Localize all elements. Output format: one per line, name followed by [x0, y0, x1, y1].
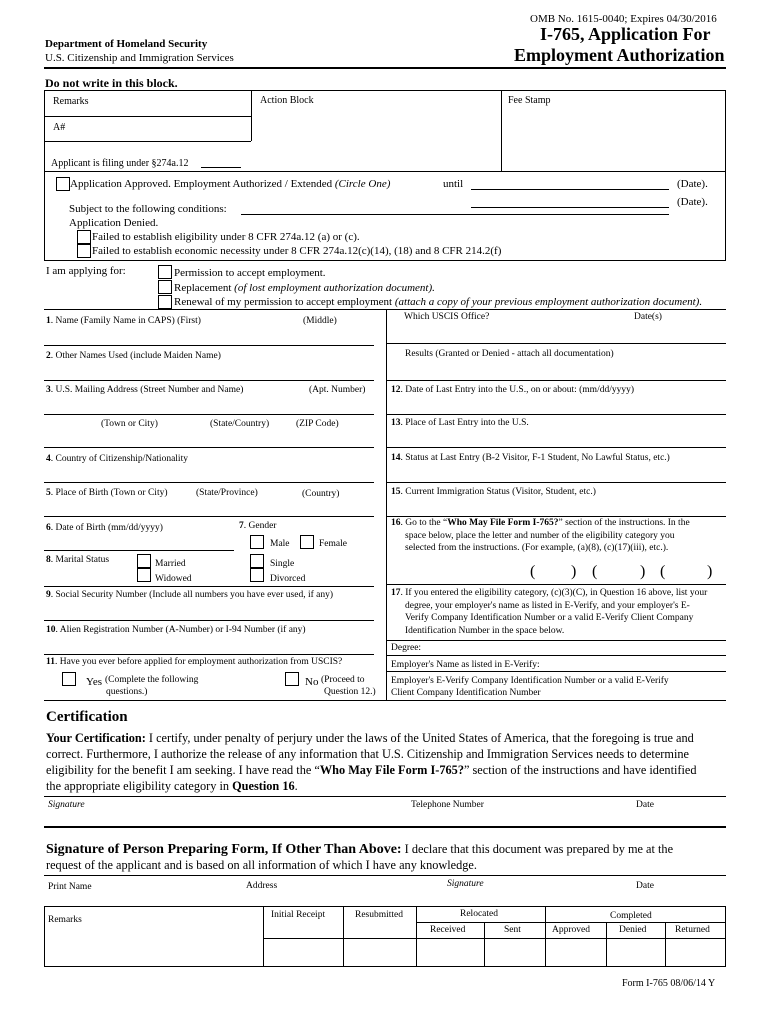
- q16-line1: 16. Go to the “Who May File Form I-765?” section of the instructions. In the: [391, 518, 690, 528]
- date-line-1: [471, 189, 669, 190]
- q2-label: 2. Other Names Used (include Maiden Name): [46, 351, 221, 361]
- divider: [386, 447, 726, 448]
- last-entry-date-input[interactable]: [395, 399, 720, 413]
- q16-line3: selected from the instructions. (For example, (a)(8), (c)(17)(iii), etc.).: [405, 543, 669, 553]
- agency-name: Department of Homeland Security: [45, 38, 208, 50]
- header-rule: [44, 67, 726, 69]
- failed-economic-checkbox[interactable]: [77, 244, 91, 258]
- form-title-line1: I-765, Application For: [540, 24, 711, 44]
- remarks-label: Remarks: [53, 96, 89, 107]
- q5-state-label: (State/Province): [196, 488, 258, 498]
- employer-name-label: Employer's Name as listed in E-Verify:: [391, 660, 540, 670]
- q6-label: 6. Date of Birth (mm/dd/yyyy): [46, 523, 163, 533]
- male-label: Male: [270, 539, 290, 549]
- conditions-line: [241, 214, 669, 215]
- mailing-address-input[interactable]: [50, 399, 370, 413]
- yes-note-line1: (Complete the following: [105, 675, 199, 685]
- omb-number: OMB No. 1615-0040; Expires 04/30/2016: [530, 13, 717, 25]
- dates-label: Date(s): [634, 312, 662, 322]
- zip-label: (ZIP Code): [296, 419, 339, 429]
- permission-checkbox[interactable]: [158, 265, 172, 279]
- divider: [484, 922, 485, 967]
- category-paren-close-3: ): [707, 563, 713, 580]
- divider: [44, 345, 374, 346]
- everify-line1: Employer's E-Verify Company Identification Number or a valid E-Verify: [391, 676, 669, 686]
- office-block-title: Do not write in this block.: [45, 76, 178, 90]
- yes-label: Yes: [86, 676, 103, 688]
- preparer-line2: request of the applicant and is based on all information of which I have any knowledge.: [46, 858, 477, 872]
- divider: [545, 906, 546, 967]
- certification-line2: correct. Furthermore, I authorize the release of any information that U.S. Citizenship and Immigration Services needs to determine: [46, 747, 689, 761]
- print-name-label: Print Name: [48, 882, 92, 892]
- divider: [44, 414, 374, 415]
- q7-label: 7. Gender: [239, 521, 277, 531]
- category-paren-close-2: ): [640, 563, 646, 580]
- name-input[interactable]: [50, 330, 370, 344]
- initial-receipt-label: Initial Receipt: [271, 910, 326, 920]
- telephone-label: Telephone Number: [411, 800, 484, 810]
- married-label: Married: [155, 559, 186, 569]
- denied-label: Denied: [619, 925, 647, 935]
- divider: [44, 380, 374, 381]
- certification-date-label: Date: [636, 800, 654, 810]
- birthplace-input[interactable]: [50, 501, 370, 515]
- category-part2-input[interactable]: [603, 565, 637, 579]
- preparer-signature-line: [44, 875, 726, 876]
- received-label: Received: [430, 925, 466, 935]
- category-part3-input[interactable]: [670, 565, 704, 579]
- divider: [386, 414, 726, 415]
- male-checkbox[interactable]: [250, 535, 264, 549]
- q16-line2: space below, place the letter and number of the eligibility category you: [405, 531, 675, 541]
- uscis-office-label: Which USCIS Office?: [404, 312, 490, 322]
- section-rule: [44, 309, 726, 310]
- divider: [44, 171, 726, 172]
- returned-label: Returned: [675, 925, 710, 935]
- results-input[interactable]: [395, 364, 720, 378]
- no-label: No: [305, 676, 319, 688]
- divider: [44, 447, 374, 448]
- renewal-label: Renewal of my permission to accept employment (attach a copy of your previous employment authorization document).: [174, 296, 703, 308]
- yes-checkbox[interactable]: [62, 672, 76, 686]
- married-checkbox[interactable]: [137, 554, 151, 568]
- q17-line2: degree, your employer's name as listed in E-Verify, and your employer's E-: [405, 601, 690, 611]
- replacement-checkbox[interactable]: [158, 280, 172, 294]
- renewal-checkbox[interactable]: [158, 295, 172, 309]
- category-paren-open-2: (: [592, 563, 598, 580]
- divider: [386, 482, 726, 483]
- divider: [251, 90, 252, 141]
- no-checkbox[interactable]: [285, 672, 299, 686]
- q17-line3: Verify Company Identification Number or a valid E-Verify Client Company: [405, 613, 694, 623]
- approved-label: Approved: [552, 925, 590, 935]
- q3-label: 3. U.S. Mailing Address (Street Number and Name): [46, 385, 244, 395]
- divider: [416, 922, 726, 923]
- divider: [44, 586, 374, 587]
- completed-label: Completed: [610, 911, 652, 921]
- preparer-date-label: Date: [636, 881, 654, 891]
- q1-label: 1. Name (Family Name in CAPS) (First): [46, 316, 201, 326]
- q3-apt-label: (Apt. Number): [309, 385, 366, 395]
- results-label: Results (Granted or Denied - attach all documentation): [405, 349, 614, 359]
- divider: [416, 906, 417, 967]
- q4-label: 4. Country of Citizenship/Nationality: [46, 454, 188, 464]
- ssn-input[interactable]: [50, 605, 370, 619]
- divider: [44, 620, 374, 621]
- certification-line3: eligibility for the benefit I am seeking. I have read the “Who May File Form I-765?” section of the instructions and have identified: [46, 763, 697, 777]
- certification-title: Certification: [46, 709, 128, 725]
- certification-line1: Your Certification: I certify, under penalty of perjury under the laws of the United States of America, that the foregoing is true and: [46, 731, 694, 745]
- divider: [44, 116, 251, 117]
- single-label: Single: [270, 559, 295, 569]
- divider: [386, 516, 726, 517]
- widowed-label: Widowed: [155, 574, 192, 584]
- q12-label: 12. Date of Last Entry into the U.S., on or about: (mm/dd/yyyy): [391, 385, 635, 395]
- subagency-name: U.S. Citizenship and Immigration Services: [45, 52, 234, 64]
- degree-input[interactable]: [427, 641, 547, 654]
- no-note-line1: (Proceed to: [321, 675, 365, 685]
- date-label-1: (Date).: [677, 178, 708, 190]
- q8-label: 8. Marital Status: [46, 555, 110, 565]
- q13-label: 13. Place of Last Entry into the U.S.: [391, 418, 529, 428]
- widowed-checkbox[interactable]: [137, 568, 151, 582]
- q17-line4: Identification Number in the space below.: [405, 626, 565, 636]
- category-paren-open-3: (: [660, 563, 666, 580]
- filing-under-line: [201, 167, 241, 168]
- divider: [44, 482, 374, 483]
- certification-line4: the appropriate eligibility category in Question 16.: [46, 779, 298, 793]
- failed-eligibility-label: Failed to establish eligibility under 8 CFR 274a.12 (a) or (c).: [92, 231, 360, 243]
- uscis-office-input[interactable]: [395, 328, 720, 342]
- female-label: Female: [319, 539, 347, 549]
- town-label: (Town or City): [101, 419, 158, 429]
- a-number-label: A#: [53, 122, 66, 133]
- column-divider: [386, 309, 387, 700]
- divider: [665, 922, 666, 967]
- divider: [606, 922, 607, 967]
- q15-label: 15. Current Immigration Status (Visitor, Student, etc.): [391, 487, 596, 497]
- form-footer: Form I-765 08/06/14 Y: [622, 978, 716, 989]
- category-part1-input[interactable]: [540, 565, 568, 579]
- alien-number-input[interactable]: [50, 638, 370, 652]
- divider: [44, 654, 374, 655]
- town-state-zip-input[interactable]: [50, 432, 370, 446]
- status-last-entry-input[interactable]: [395, 467, 720, 481]
- q10-label: 10. Alien Registration Number (A-Number) or I-94 Number (if any): [46, 625, 306, 635]
- citizenship-input[interactable]: [50, 467, 370, 481]
- everify-number-input[interactable]: [560, 685, 720, 698]
- divorced-label: Divorced: [270, 574, 306, 584]
- divider: [501, 90, 502, 171]
- form-title-line2: Employment Authorization: [514, 45, 725, 65]
- divider: [44, 141, 251, 142]
- sent-label: Sent: [504, 925, 521, 935]
- divider: [386, 671, 726, 672]
- divorced-checkbox[interactable]: [250, 568, 264, 582]
- signature-line: [44, 796, 726, 797]
- bottom-remarks-label: Remarks: [48, 915, 82, 925]
- state-country-label: (State/Country): [210, 419, 270, 429]
- resubmitted-label: Resubmitted: [355, 910, 404, 920]
- q9-label: 9. Social Security Number (Include all numbers you have ever used, if any): [46, 590, 334, 600]
- section-rule: [44, 826, 726, 828]
- last-entry-place-input[interactable]: [395, 432, 720, 446]
- divider: [386, 655, 726, 656]
- relocated-label: Relocated: [460, 909, 498, 919]
- single-checkbox[interactable]: [250, 554, 264, 568]
- category-paren-close-1: ): [571, 563, 577, 580]
- divider: [386, 380, 726, 381]
- q5-label: 5. Place of Birth (Town or City): [46, 488, 168, 498]
- permission-label: Permission to accept employment.: [174, 267, 326, 279]
- q17-line1: 17. If you entered the eligibility category, (c)(3)(C), in Question 16 above, list your: [391, 588, 708, 598]
- everify-line2: Client Company Identification Number: [391, 688, 541, 698]
- replacement-label: Replacement (of lost employment authorization document).: [174, 282, 435, 294]
- q5-country-label: (Country): [302, 489, 340, 499]
- employer-name-input[interactable]: [560, 657, 720, 670]
- divider: [44, 516, 374, 517]
- action-block-label: Action Block: [260, 95, 314, 106]
- approved-label: Application Approved. Employment Authorized / Extended (Circle One): [70, 178, 391, 190]
- divider: [263, 938, 726, 939]
- filing-under-label: Applicant is filing under §274a.12: [51, 158, 189, 169]
- current-status-input[interactable]: [395, 500, 720, 514]
- applying-for-label: I am applying for:: [46, 265, 126, 277]
- address-label: Address: [246, 881, 278, 891]
- female-checkbox[interactable]: [300, 535, 314, 549]
- divider: [263, 906, 264, 967]
- q1-middle-label: (Middle): [303, 316, 337, 326]
- divider: [386, 584, 726, 585]
- certification-signature-label: Signature: [48, 800, 85, 810]
- divider: [44, 550, 234, 551]
- yes-note-line2: questions.): [106, 687, 148, 697]
- preparer-signature-label: Signature: [447, 879, 484, 889]
- failed-eligibility-checkbox[interactable]: [77, 230, 91, 244]
- other-names-input[interactable]: [50, 365, 370, 379]
- no-note-line2: Question 12.): [324, 687, 376, 697]
- failed-economic-label: Failed to establish economic necessity under 8 CFR 274a.12(c)(14), (18) and 8 CFR 214.2(f): [92, 245, 502, 257]
- degree-label: Degree:: [391, 643, 422, 653]
- fee-stamp-label: Fee Stamp: [508, 95, 551, 106]
- preparer-line1: Signature of Person Preparing Form, If Other Than Above: I declare that this document was prepared by me at the: [46, 842, 674, 857]
- conditions-label: Subject to the following conditions:: [69, 203, 227, 215]
- q14-label: 14. Status at Last Entry (B-2 Visitor, F-1 Student, No Lawful Status, etc.): [391, 453, 670, 463]
- until-label: until: [443, 178, 464, 190]
- divider: [343, 906, 344, 967]
- divider: [386, 343, 726, 344]
- approved-checkbox[interactable]: [56, 177, 70, 191]
- date-line-2: [471, 207, 669, 208]
- q11-label: 11. Have you ever before applied for employment authorization from USCIS?: [46, 657, 343, 667]
- category-paren-open-1: (: [530, 563, 536, 580]
- date-label-2: (Date).: [677, 196, 708, 208]
- denied-label: Application Denied.: [69, 217, 159, 229]
- section-rule: [44, 700, 726, 701]
- dob-input[interactable]: [50, 536, 230, 549]
